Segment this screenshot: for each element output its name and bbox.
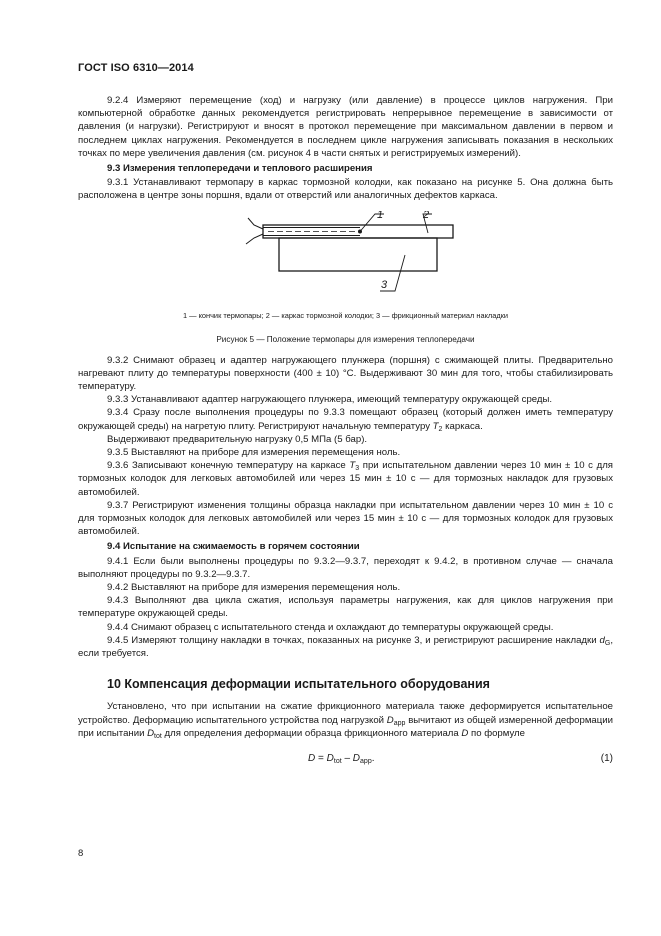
- symbol-subscript: 2: [438, 425, 443, 433]
- figure-legend: 1 — кончик термопары; 2 — каркас тормозной колодки; 3 — фрикционный материал накладки: [182, 310, 509, 320]
- clause-9-4-3: 9.4.3 Выполняют два цикла сжатия, используя параметры нагружения, как для циклов нагружения при температуре окружающей среды.: [78, 595, 613, 620]
- figure-label-3: 3: [381, 278, 388, 291]
- formula-equals: =: [315, 752, 327, 764]
- formula-end: .: [371, 752, 375, 764]
- section-10-text-4: по формуле: [468, 727, 525, 739]
- page-content: [78, 94, 613, 768]
- clause-9-4-1: 9.4.1 Если были выполнены процедуры по 9.3.2—9.3.7, переходят к 9.4.2, в противном случае — сначала выполняют процедуры по 9.3.2—9.3.7.: [78, 555, 613, 580]
- clause-9-3-6-text: 9.3.6 Записывают конечную температуру на каркасе: [107, 460, 350, 472]
- section-10-text-1: Установлено, что при испытании на сжатие фрикционного материала также деформируется испытательное устройство. Деформацию испытательного устройства под нагрузкой: [78, 701, 613, 726]
- thermocouple-diagram: [78, 211, 613, 311]
- symbol-t: T: [349, 460, 356, 472]
- section-10-text-2: вычитают из общей измеренной деформации при испытании: [78, 714, 613, 739]
- clause-9-3-1: 9.3.1 Устанавливают термопару в каркас тормозной колодки, как показано на рисунке 5. Она должна быть расположена в центре зоны поршня, вдали от отверстий или аналогичных дефектов каркаса.: [78, 177, 613, 202]
- standard-header: ГОСТ ISO 6310—2014: [78, 62, 194, 74]
- clause-9-4-5: [78, 634, 613, 660]
- friction-material-shape: [279, 238, 437, 271]
- symbol-d-app: D: [386, 714, 394, 726]
- symbol-d-tot: D: [147, 727, 155, 739]
- formula-number: (1): [600, 752, 613, 764]
- clause-9-3-6-end: при испытательном давлении через 10 мин ± 10 с для тормозных колодок для легковых автомобилей или через 15 мин ± 10 с — для тормозных накладок для грузовых автомобилей.: [78, 460, 613, 498]
- clause-9-4-4: 9.4.4 Снимают образец с испытательного стенда и охлаждают до температуры окружающей среды.: [107, 621, 554, 633]
- formula-term-1: D: [326, 752, 334, 764]
- clause-9-3-4-text: 9.3.4 Сразу после выполнения процедуры по 9.3.3 помещают образец (который должен иметь температуру окружающей среды) на нагретую плиту. Регистрируют начальную температуру: [78, 407, 613, 432]
- heading-9-4: 9.4 Испытание на сжимаемость в горячем состоянии: [107, 541, 360, 553]
- formula-term-2-subscript: app: [360, 757, 372, 765]
- formula-term-2: D: [352, 752, 361, 764]
- figure-caption: Рисунок 5 — Положение термопары для измерения теплопередачи: [216, 334, 475, 344]
- clause-9-3-4-end: каркаса.: [442, 420, 483, 432]
- symbol-d: d: [599, 634, 605, 646]
- formula-term-1-subscript: tot: [333, 757, 342, 765]
- clause-9-3-7: 9.3.7 Регистрируют изменения толщины образца накладки при испытательном давлении через 10 мин ± 10 с для тормозных колодок для легковых автомобилей или через 15 мин ± 10 с — для тормозных колодок для грузовых автомобилей.: [78, 499, 613, 538]
- symbol-subscript: tot: [154, 732, 162, 740]
- clause-9-4-5-end: , если требуется.: [78, 634, 613, 660]
- wire-lead-upper: [248, 218, 263, 229]
- symbol-d: D: [461, 727, 469, 739]
- section-10-paragraph: [78, 700, 613, 740]
- formula-minus: –: [341, 752, 353, 764]
- clause-9-3-3: 9.3.3 Устанавливают адаптер нагружающего плунжера, имеющий температуру окружающей среды.: [107, 394, 553, 406]
- heading-9-3: 9.3 Измерения теплопередачи и теплового расширения: [107, 163, 373, 175]
- clause-9-4-5-text: 9.4.5 Измеряют толщину накладки в точках, показанных на рисунке 3, и регистрируют расширение накладки: [107, 634, 600, 646]
- section-10-text-3: для определения деформации образца фрикционного материала: [161, 727, 462, 739]
- heading-section-10: 10 Компенсация деформации испытательного оборудования: [107, 677, 490, 692]
- page-number: 8: [78, 848, 84, 859]
- figure-5: [78, 211, 613, 354]
- formula-lhs: D: [308, 752, 316, 764]
- figure-label-2: 2: [423, 210, 430, 221]
- clause-9-3-2: 9.3.2 Снимают образец и адаптер нагружающего плунжера (поршня) с сжимающей плиты. Предварительно нагревают плиту до температуры поверхности (400 ± 10) °С. Выдерживают 30 мин для того, чтобы стабилизировать температуру.: [78, 354, 613, 393]
- clause-9-3-4: [78, 406, 613, 432]
- symbol-subscript: app: [393, 719, 406, 727]
- clause-9-3-6: [78, 459, 613, 499]
- clause-9-3-4-preload: Выдерживают предварительную нагрузку 0,5 МПа (5 бар).: [107, 433, 368, 445]
- symbol-t: T: [432, 420, 439, 432]
- clause-9-3-5: 9.3.5 Выставляют на приборе для измерения перемещения ноль.: [107, 447, 401, 459]
- formula-1: [78, 752, 613, 768]
- clause-9-2-4: 9.2.4 Измеряют перемещение (ход) и нагрузку (или давление) в процессе циклов нагружения. При компьютерной обработке данных рекомендуется регистрировать непрерывное перемещение в зависимости от давления (и нагрузки). Регистрируют и вносят в протокол перемещение при максимальном давлении в первом и последнем циклах нагружения. Рекомендуется в последнем цикле нагружения записывать показания в нескольких точках по мере увеличения давления (см. рисунок 4 в части снятых и регистрируемых измерений).: [78, 95, 613, 159]
- symbol-subscript: G: [604, 639, 611, 647]
- wire-lead-lower: [246, 234, 263, 244]
- symbol-subscript: 3: [355, 465, 360, 473]
- formula-expression: [308, 752, 375, 765]
- clause-9-4-2: 9.4.2 Выставляют на приборе для измерения перемещения ноль.: [107, 582, 401, 594]
- figure-label-1: 1: [377, 210, 384, 221]
